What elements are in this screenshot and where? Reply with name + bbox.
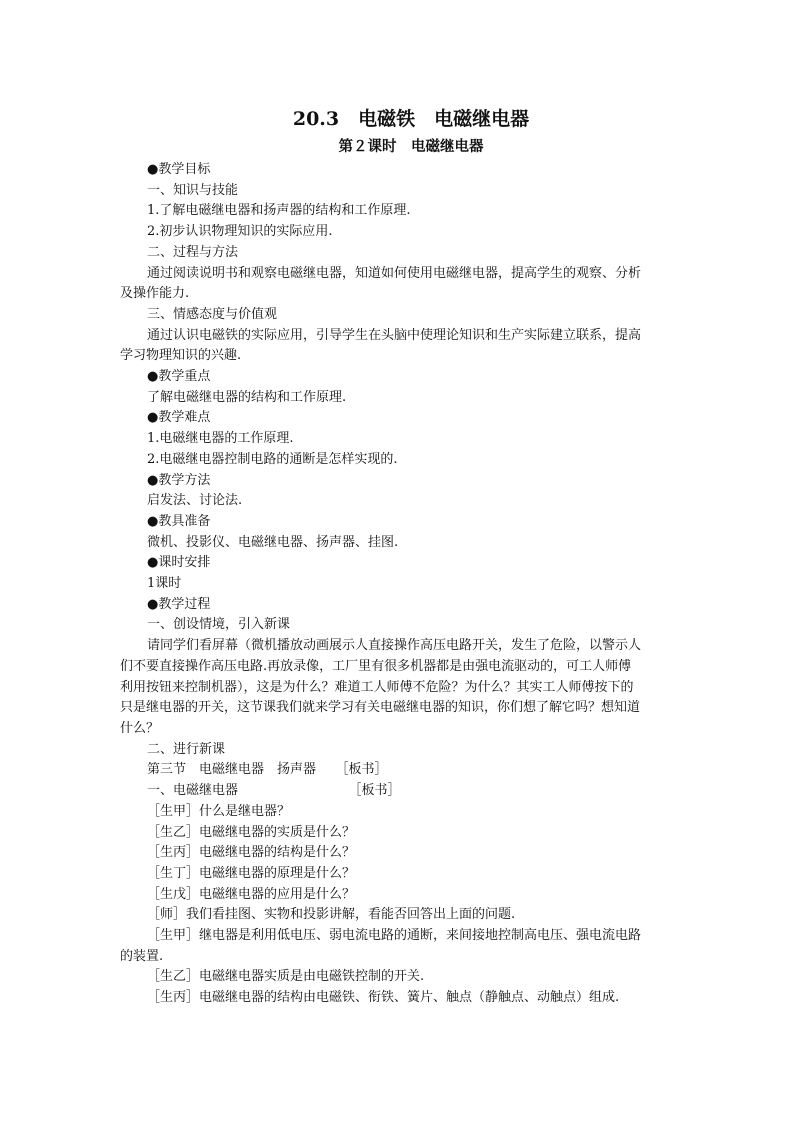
text-line: ●教具准备 bbox=[147, 513, 211, 529]
text-line: 第三节 电磁继电器 扬声器 ［板书］ bbox=[147, 762, 388, 778]
text-line: 什么？ bbox=[120, 720, 160, 736]
text-line: 通过认识电磁铁的实际应用，引导学生在头脑中使理论知识和生产实际建立联系，提高 bbox=[147, 327, 642, 343]
text-line: 二、过程与方法 bbox=[147, 244, 239, 260]
text-line: 通过阅读说明书和观察电磁继电器，知道如何使用电磁继电器，提高学生的观察、分析 bbox=[147, 265, 642, 281]
text-line: 学习物理知识的兴趣. bbox=[120, 348, 242, 364]
text-line: 三、情感态度与价值观 bbox=[147, 306, 278, 322]
text-line: 一、知识与技能 bbox=[147, 182, 239, 198]
text-line: ［生丁］电磁继电器的原理是什么？ bbox=[147, 865, 356, 881]
text-line: 1.电磁继电器的工作原理. bbox=[147, 431, 294, 447]
text-line: 的装置. bbox=[120, 948, 164, 964]
text-line: ［生甲］什么是继电器？ bbox=[147, 803, 291, 819]
text-line: ●教学目标 bbox=[147, 162, 211, 177]
text-line: ●教学过程 bbox=[147, 596, 211, 612]
text-line: ［生乙］电磁继电器的实质是什么？ bbox=[147, 824, 356, 840]
text-line: 启发法、讨论法. bbox=[147, 493, 243, 509]
text-line: 们不要直接操作高压电路.再放录像，工厂里有很多机器都是由强电流驱动的，可工人师傅 bbox=[120, 658, 632, 674]
text-line: 微机、投影仪、电磁继电器、扬声器、挂图. bbox=[147, 534, 399, 550]
text-line: ［生丙］电磁继电器的结构由电磁铁、衔铁、簧片、触点（静触点、动触点）组成. bbox=[147, 990, 620, 1006]
text-line: 二、进行新课 bbox=[147, 741, 226, 757]
text-line: 一、创设情境，引入新课 bbox=[147, 617, 291, 633]
text-line: 只是继电器的开关，这节课我们就来学习有关电磁继电器的知识，你们想了解它吗？想知道 bbox=[120, 700, 641, 716]
page-title: 20.3 电磁铁 电磁继电器 bbox=[292, 108, 530, 130]
text-line: 一、电磁继电器 ［板书］ bbox=[147, 783, 401, 799]
text-line: ［生甲］继电器是利用低电压、弱电流电路的通断，来间接地控制高电压、强电流电路 bbox=[147, 928, 642, 944]
text-line: ［师］我们看挂图、实物和投影讲解，看能否回答出上面的问题. bbox=[147, 907, 516, 923]
text-line: ●教学难点 bbox=[147, 410, 211, 426]
text-line: 1课时 bbox=[147, 576, 182, 592]
document-body bbox=[120, 104, 675, 1009]
text-line: ●教学方法 bbox=[147, 472, 211, 488]
text-line: ［生乙］电磁继电器实质是由电磁铁控制的开关. bbox=[147, 969, 425, 985]
text-line: 请同学们看屏幕（微机播放动画展示人直接操作高压电路开关，发生了危险，以警示人 bbox=[147, 638, 642, 654]
text-line: ●教学重点 bbox=[147, 369, 211, 385]
text-line: ［生戊］电磁继电器的应用是什么？ bbox=[147, 886, 356, 902]
text-line: 2.电磁继电器控制电路的通断是怎样实现的. bbox=[147, 451, 398, 467]
text-line: ［生丙］电磁继电器的结构是什么？ bbox=[147, 845, 356, 861]
text-line: ●课时安排 bbox=[147, 555, 211, 571]
text-line: 了解电磁继电器的结构和工作原理. bbox=[147, 389, 347, 405]
text-line: 1.了解电磁继电器和扬声器的结构和工作原理. bbox=[147, 203, 411, 219]
text-line: 2.初步认识物理知识的实际应用. bbox=[147, 224, 333, 240]
text-line: 及操作能力. bbox=[120, 286, 190, 302]
text-line: 利用按钮来控制机器），这是为什么？难道工人师傅不危险？为什么？其实工人师傅按下的 bbox=[120, 679, 634, 695]
text-lines bbox=[120, 160, 675, 1009]
page-subtitle: 第２课时 电磁继电器 bbox=[338, 138, 484, 155]
